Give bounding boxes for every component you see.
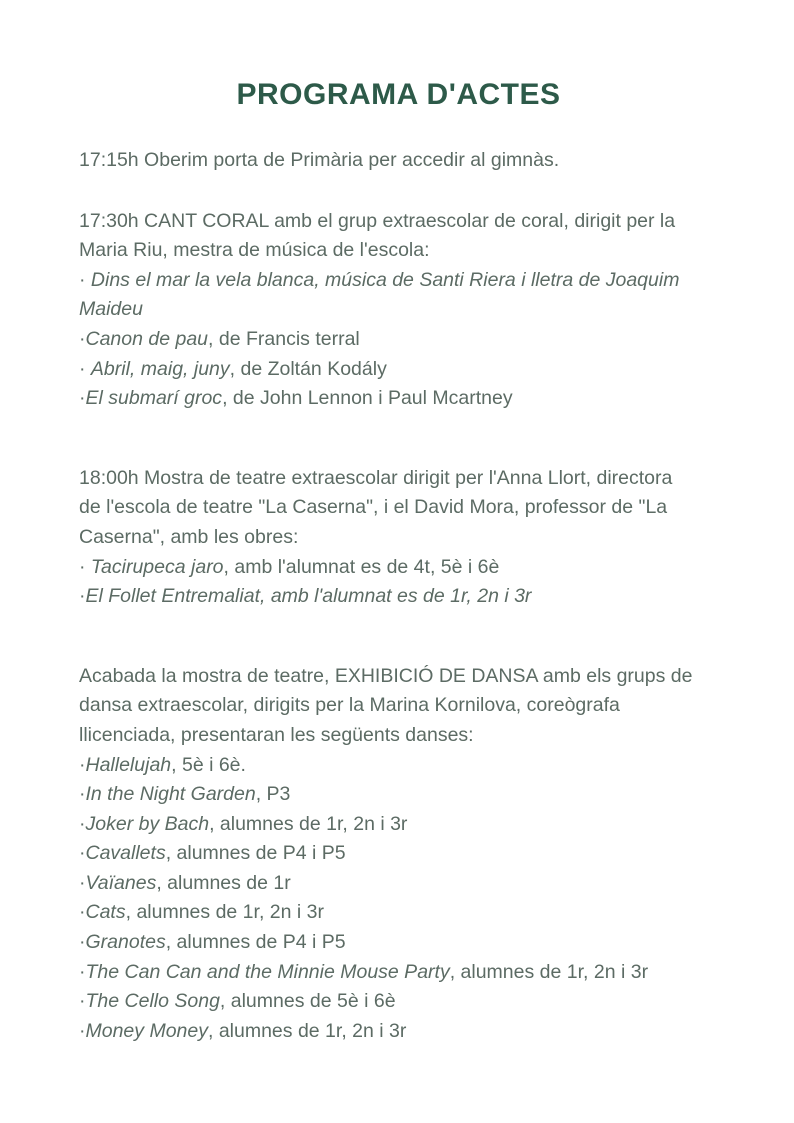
text-line: [79, 207, 718, 237]
text-line: [79, 355, 718, 385]
text-line: [79, 236, 718, 266]
paragraph-cant-coral: [79, 207, 718, 414]
text-segment: ·: [79, 812, 86, 835]
text-line: [79, 295, 718, 325]
text-segment: Maria Riu, mestra de música de l'escola:: [79, 239, 430, 262]
italic-text-segment: El submarí groc: [85, 387, 223, 410]
text-segment: , alumnes de 1r, 2n i 3r: [449, 960, 649, 983]
text-segment: de l'escola de teatre "La Caserna", i el David Mora, professor de "La: [79, 496, 668, 519]
paragraph-dansa: [79, 662, 718, 1047]
text-segment: , alumnes de 1r, 2n i 3r: [125, 901, 324, 924]
text-segment: ·: [79, 960, 86, 983]
text-line: [79, 721, 718, 751]
text-line: [79, 384, 718, 414]
text-segment: ·: [79, 842, 86, 865]
text-segment: 17:30h CANT CORAL amb el grup extraescolar de coral, dirigit per la: [79, 209, 676, 232]
text-segment: ·: [79, 990, 86, 1013]
text-segment: ·: [79, 268, 91, 291]
text-segment: , alumnes de 1r: [156, 871, 291, 894]
text-segment: 18:00h Mostra de teatre extraescolar dirigit per l'Anna Llort, directora: [79, 466, 673, 489]
text-segment: ·: [79, 555, 91, 578]
text-segment: , alumnes de 1r, 2n i 3r: [209, 812, 408, 835]
text-line: [79, 958, 718, 988]
text-line: [79, 839, 718, 869]
italic-text-segment: Abril, maig, juny: [90, 357, 230, 380]
text-line: [79, 662, 718, 692]
text-line: [79, 751, 718, 781]
text-line: [79, 553, 718, 583]
text-line: [79, 523, 718, 553]
text-segment: ·: [79, 753, 86, 776]
text-line: [79, 1017, 718, 1047]
text-line: [79, 869, 718, 899]
italic-text-segment: Tacirupeca jaro: [90, 555, 224, 578]
text-segment: , alumnes de 1r, 2n i 3r: [207, 1019, 407, 1042]
italic-text-segment: Canon de pau: [85, 327, 209, 350]
text-segment: ·: [79, 327, 86, 350]
italic-text-segment: El Follet Entremaliat, amb l'alumnat es de 1r, 2n i 3r: [85, 585, 532, 608]
text-segment: ·: [79, 931, 86, 954]
text-line: [79, 464, 718, 494]
text-segment: dansa extraescolar, dirigits per la Marina Kornilova, coreògrafa: [79, 694, 620, 717]
italic-text-segment: The Cello Song: [85, 990, 220, 1013]
text-line: [79, 780, 718, 810]
text-segment: , alumnes de P4 i P5: [165, 931, 346, 954]
text-line: [79, 493, 718, 523]
text-segment: ·: [79, 783, 86, 806]
text-segment: ·: [79, 871, 86, 894]
text-line: [79, 898, 718, 928]
text-line: [79, 146, 718, 176]
italic-text-segment: Joker by Bach: [85, 812, 210, 835]
text-segment: ·: [79, 387, 86, 410]
text-segment: , alumnes de 5è i 6è: [219, 990, 396, 1013]
text-segment: 17:15h Oberim porta de Primària per accedir al gimnàs.: [79, 149, 560, 171]
text-line: [79, 582, 718, 612]
italic-text-segment: The Can Can and the Minnie Mouse Party: [85, 960, 450, 983]
text-line: [79, 325, 718, 355]
italic-text-segment: In the Night Garden: [85, 783, 256, 806]
italic-text-segment: Cavallets: [85, 842, 166, 865]
text-segment: , P3: [255, 783, 291, 806]
text-segment: , 5è i 6è.: [171, 753, 246, 776]
italic-text-segment: Maideu: [79, 298, 143, 321]
text-segment: , de John Lennon i Paul Mcartney: [222, 387, 513, 410]
text-line: [79, 987, 718, 1017]
text-line: [79, 810, 718, 840]
italic-text-segment: Cats: [85, 901, 126, 924]
paragraph-opening: [79, 146, 718, 176]
text-segment: ·: [79, 901, 86, 924]
document-body: [79, 146, 718, 1046]
text-segment: , amb l'alumnat es de 4t, 5è i 6è: [223, 555, 500, 578]
text-segment: ·: [79, 357, 91, 380]
text-segment: , de Francis terral: [208, 327, 360, 350]
text-segment: , alumnes de P4 i P5: [165, 842, 346, 865]
paragraph-teatre: [79, 464, 718, 612]
italic-text-segment: Vaïanes: [85, 871, 157, 894]
text-segment: llicenciada, presentaran les següents danses:: [79, 723, 474, 746]
page-title: PROGRAMA D'ACTES: [236, 78, 561, 111]
text-segment: ·: [79, 1019, 86, 1042]
text-segment: , de Zoltán Kodály: [229, 357, 387, 380]
text-line: [79, 266, 718, 296]
italic-text-segment: Dins el mar la vela blanca, música de Santi Riera i lletra de Joaquim: [90, 268, 680, 291]
text-segment: Caserna", amb les obres:: [79, 525, 299, 548]
text-segment: Acabada la mostra de teatre, EXHIBICIÓ DE DANSA amb els grups de: [79, 664, 693, 687]
italic-text-segment: Granotes: [85, 931, 166, 954]
italic-text-segment: Money Money: [85, 1019, 208, 1042]
italic-text-segment: Hallelujah: [85, 753, 172, 776]
text-segment: ·: [79, 585, 86, 608]
text-line: [79, 928, 718, 958]
text-line: [79, 691, 718, 721]
